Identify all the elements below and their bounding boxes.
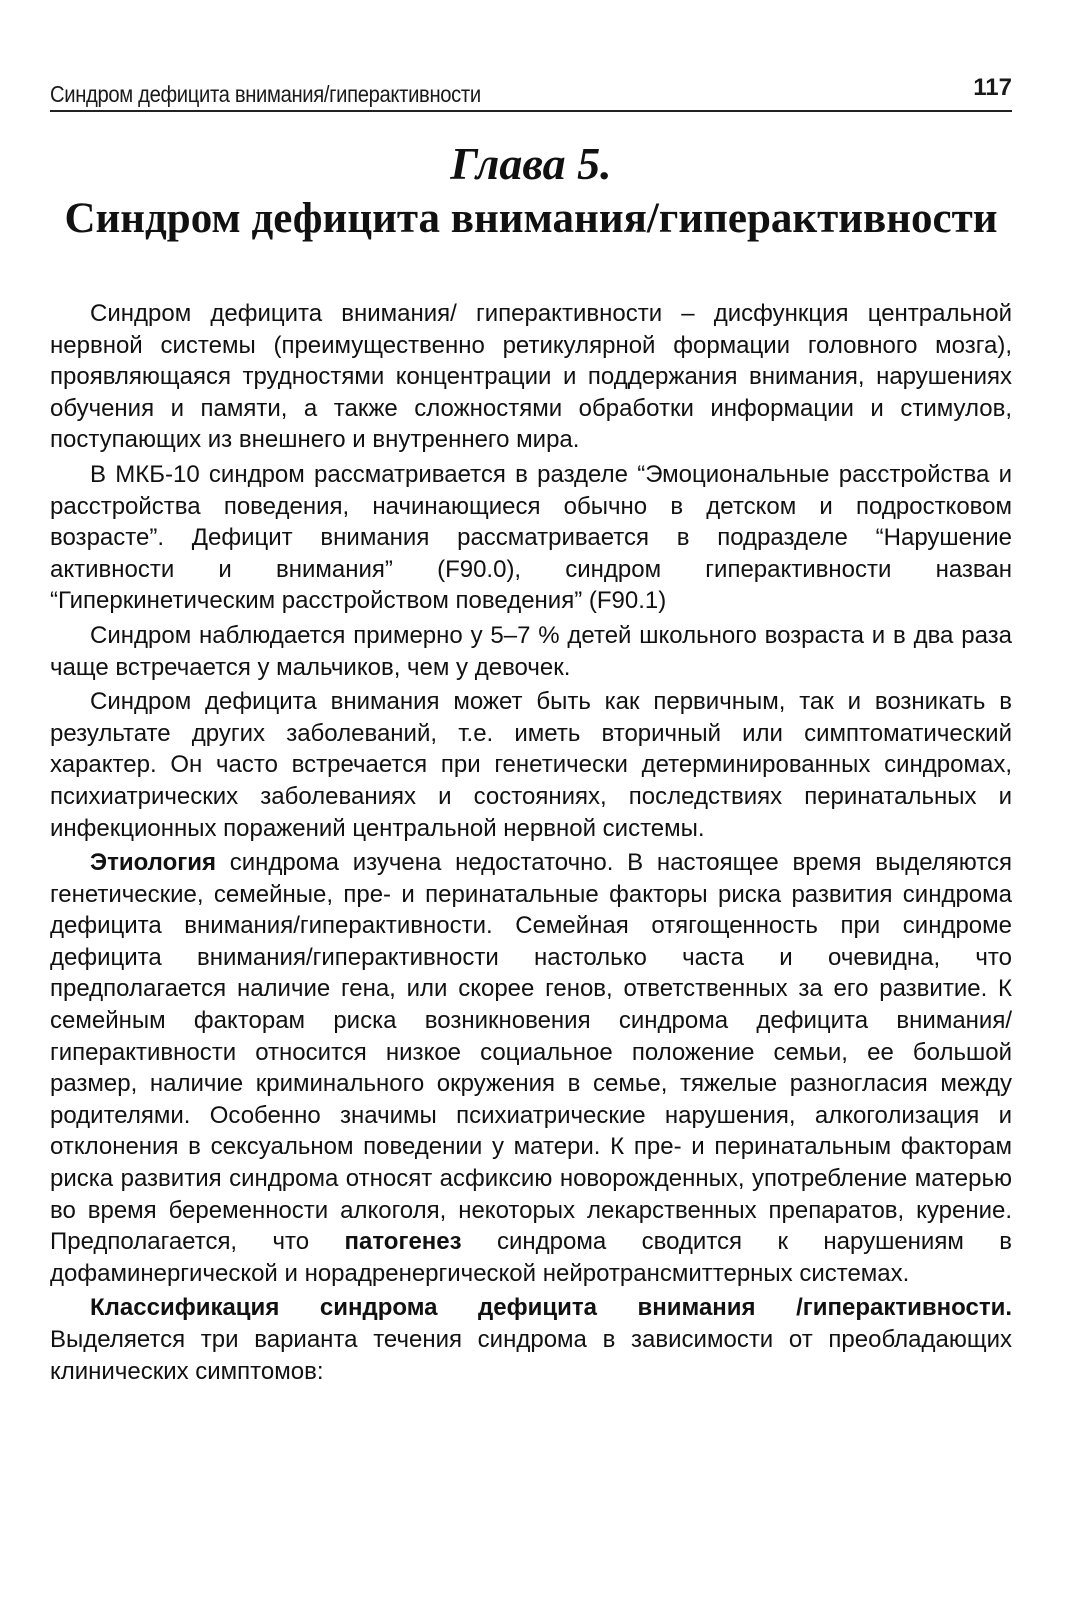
term-pathogenesis: патогенез (344, 1228, 462, 1256)
chapter-label: Глава 5. (450, 138, 612, 189)
paragraph-origin: Синдром дефицита внимания может быть как первичным, так и возникать в результате других заболеваний, т.е. иметь вторичный или симптоматический характер. Он часто встречается при генетически детерминированных синдромах, психиатрических заболеваниях и состояниях, последствиях перинатальных и инфекционных поражений центральной нервной системы. (50, 688, 1012, 842)
paragraph-definition: Синдром дефицита внимания/ гиперактивности – дисфункция центральной нервной системы (преимущественно ретикулярной формации головного мозга), проявляющаяся трудностями концентрации и поддержания внимания, нарушениях обучения и памяти, а также сложностями обработки информации и стимулов, поступающих из внешнего и внутреннего мира. (50, 300, 1012, 454)
pathogenesis-text: синдрома сводится к нарушениям в дофаминергической и норадренергической нейротрансмиттерных системах. (50, 1228, 1012, 1287)
paragraph-prevalence: Синдром наблюдается примерно у 5–7 % детей школьного возраста и в два раза чаще встречается у мальчиков, чем у девочек. (50, 621, 1012, 681)
book-page (50, 60, 1012, 1590)
paragraph-classification (50, 1292, 1012, 1387)
classification-text: Выделяется три варианта течения синдрома в зависимости от преобладающих клинических симптомов: (50, 1326, 1012, 1385)
paragraph-icd10: В МКБ-10 синдром рассматривается в разделе “Эмоциональные расстройства и расстройства поведения, начинающиеся обычно в детском и подростковом возрасте”. Дефицит внимания рассматривается в подразделе “Нарушение активности и внимания” (F90.0), синдром гиперактивности назван “Гиперкинетическим расстройством поведения” (F90.1) (50, 460, 1012, 615)
term-classification: Классификация синдрома дефицита внимания /гиперактивности. (90, 1294, 1012, 1322)
chapter-title: Синдром дефицита внимания/гиперактивности (64, 195, 998, 242)
page-number: 117 (973, 74, 1012, 101)
running-title: Синдром дефицита внимания/гиперактивности (50, 81, 481, 107)
body-text (50, 298, 1012, 1387)
chapter-heading (50, 140, 1012, 244)
running-head (50, 60, 1012, 112)
etiology-text: синдрома изучена недостаточно. В настоящее время выделяются генетические, семейные, пре- и перинатальные факторы риска развития синдрома дефицита внимания/гиперактивности. Семейная отягощенность при синдроме дефицита внимания/гиперактивности настолько часта и очевидна, что предполагается наличие гена, или скорее генов, ответственных за его развитие. К семейным факторам риска возникновения синдрома дефицита внимания/гиперактивности относится низкое социальное положение семьи, ее большой размер, наличие криминального окружения в семье, тяжелые разногласия между родителями. Особенно значимы психиатрические нарушения, алкоголизация и отклонения в сексуальном поведении у матери. К пре- и перинатальным факторам риска развития синдрома относят асфиксию новорожденных, употребление матерью во время беременности алкоголя, некоторых лекарственных препаратов, курение. Предполагается, что (50, 849, 1012, 1256)
term-etiology: Этиология (90, 849, 216, 877)
paragraph-etiology (50, 847, 1012, 1289)
